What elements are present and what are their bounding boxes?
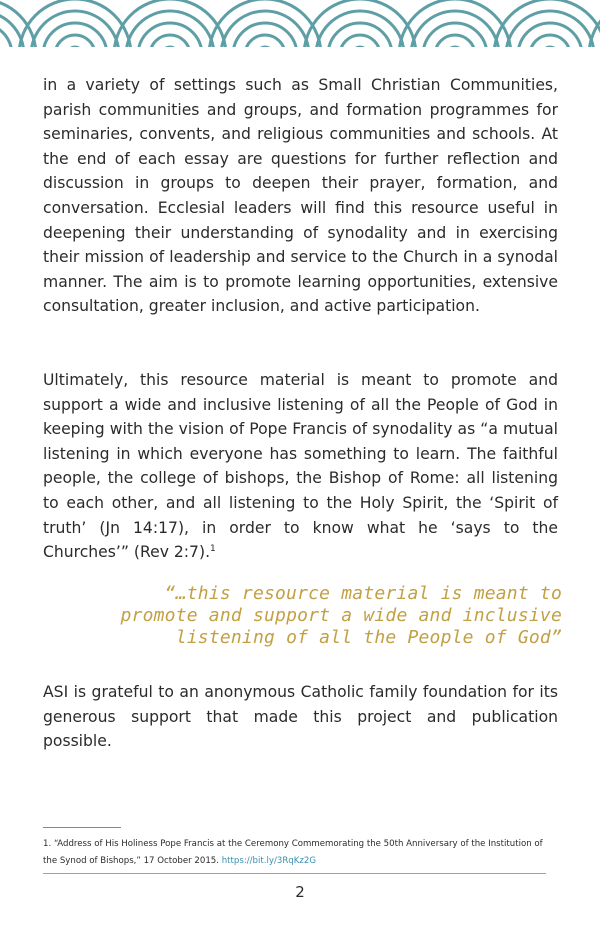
pull-quote xyxy=(110,583,562,649)
paragraph-3-text: ASI is grateful to an anonymous Catholic family foundation for its generous support that made this project and publication possible. xyxy=(43,683,558,751)
decorative-header-pattern xyxy=(0,0,600,50)
footnote-divider xyxy=(43,827,121,828)
body-paragraph-1 xyxy=(43,73,558,319)
pattern-arc xyxy=(542,47,558,50)
pattern-arc xyxy=(589,0,600,50)
pattern-arc xyxy=(530,35,570,50)
pattern-arc xyxy=(245,35,285,50)
page-bottom-rule xyxy=(43,873,546,874)
pattern-arc xyxy=(435,35,475,50)
pattern-arc xyxy=(0,0,36,50)
pattern-arc xyxy=(150,35,190,50)
body-paragraph-3 xyxy=(43,680,558,754)
paragraph-2-text: Ultimately, this resource material is meant to promote and support a wide and inclusive listening of all the People of God in keeping with the vision of Pope Francis of synodality as “a mutual listening in which everyone has something to learn. The faithful people, the college of bishops, the Bishop of Rome: all listening to each other, and all listening to the Holy Spirit, the ‘Spirit of truth’ (Jn 14:17), in order to know what he ‘says to the Churches’” (Rev 2:7). xyxy=(43,371,558,562)
footnote-number: 1. xyxy=(43,839,52,849)
pattern-arc xyxy=(352,47,368,50)
pattern-arc xyxy=(67,47,83,50)
footnote-link[interactable]: https://bit.ly/3RqKz2G xyxy=(221,856,317,866)
pull-quote-line-2: promote and support a wide and inclusive xyxy=(120,605,562,626)
pattern-arc xyxy=(0,23,12,50)
paragraph-1-text: in a variety of settings such as Small Christian Communities, parish communities and groups, and formation programmes for seminaries, convents, and religious communities and schools. At the end of each essay are questions for further reflection and discussion in groups to deepen their prayer, formation, and conversation. Ecclesial leaders will find this resource useful in deepening their understanding of synodality and in exercising their mission of leadership and service to the Church in a synodal manner. The aim is to promote learning opportunities, extensive consultation, greater inclusion, and active participation. xyxy=(43,76,558,316)
pull-quote-line-3: listening of all the People of God” xyxy=(175,627,562,648)
pattern-arc xyxy=(447,47,463,50)
pattern-arc xyxy=(55,35,95,50)
pattern-arc xyxy=(340,35,380,50)
pattern-arc xyxy=(162,47,178,50)
footnote xyxy=(43,836,553,870)
footnote-reference-mark[interactable]: 1 xyxy=(210,543,216,554)
footnote-text: “Address of His Holiness Pope Francis at the Ceremony Commemorating the 50th Anniversary of the Institution of the Synod of Bishops,” 17 October 2015. xyxy=(43,839,543,866)
pull-quote-line-1: “…this resource material is meant to xyxy=(164,583,562,604)
page-number: 2 xyxy=(295,883,305,901)
body-paragraph-2 xyxy=(43,368,558,565)
pattern-arc xyxy=(257,47,273,50)
